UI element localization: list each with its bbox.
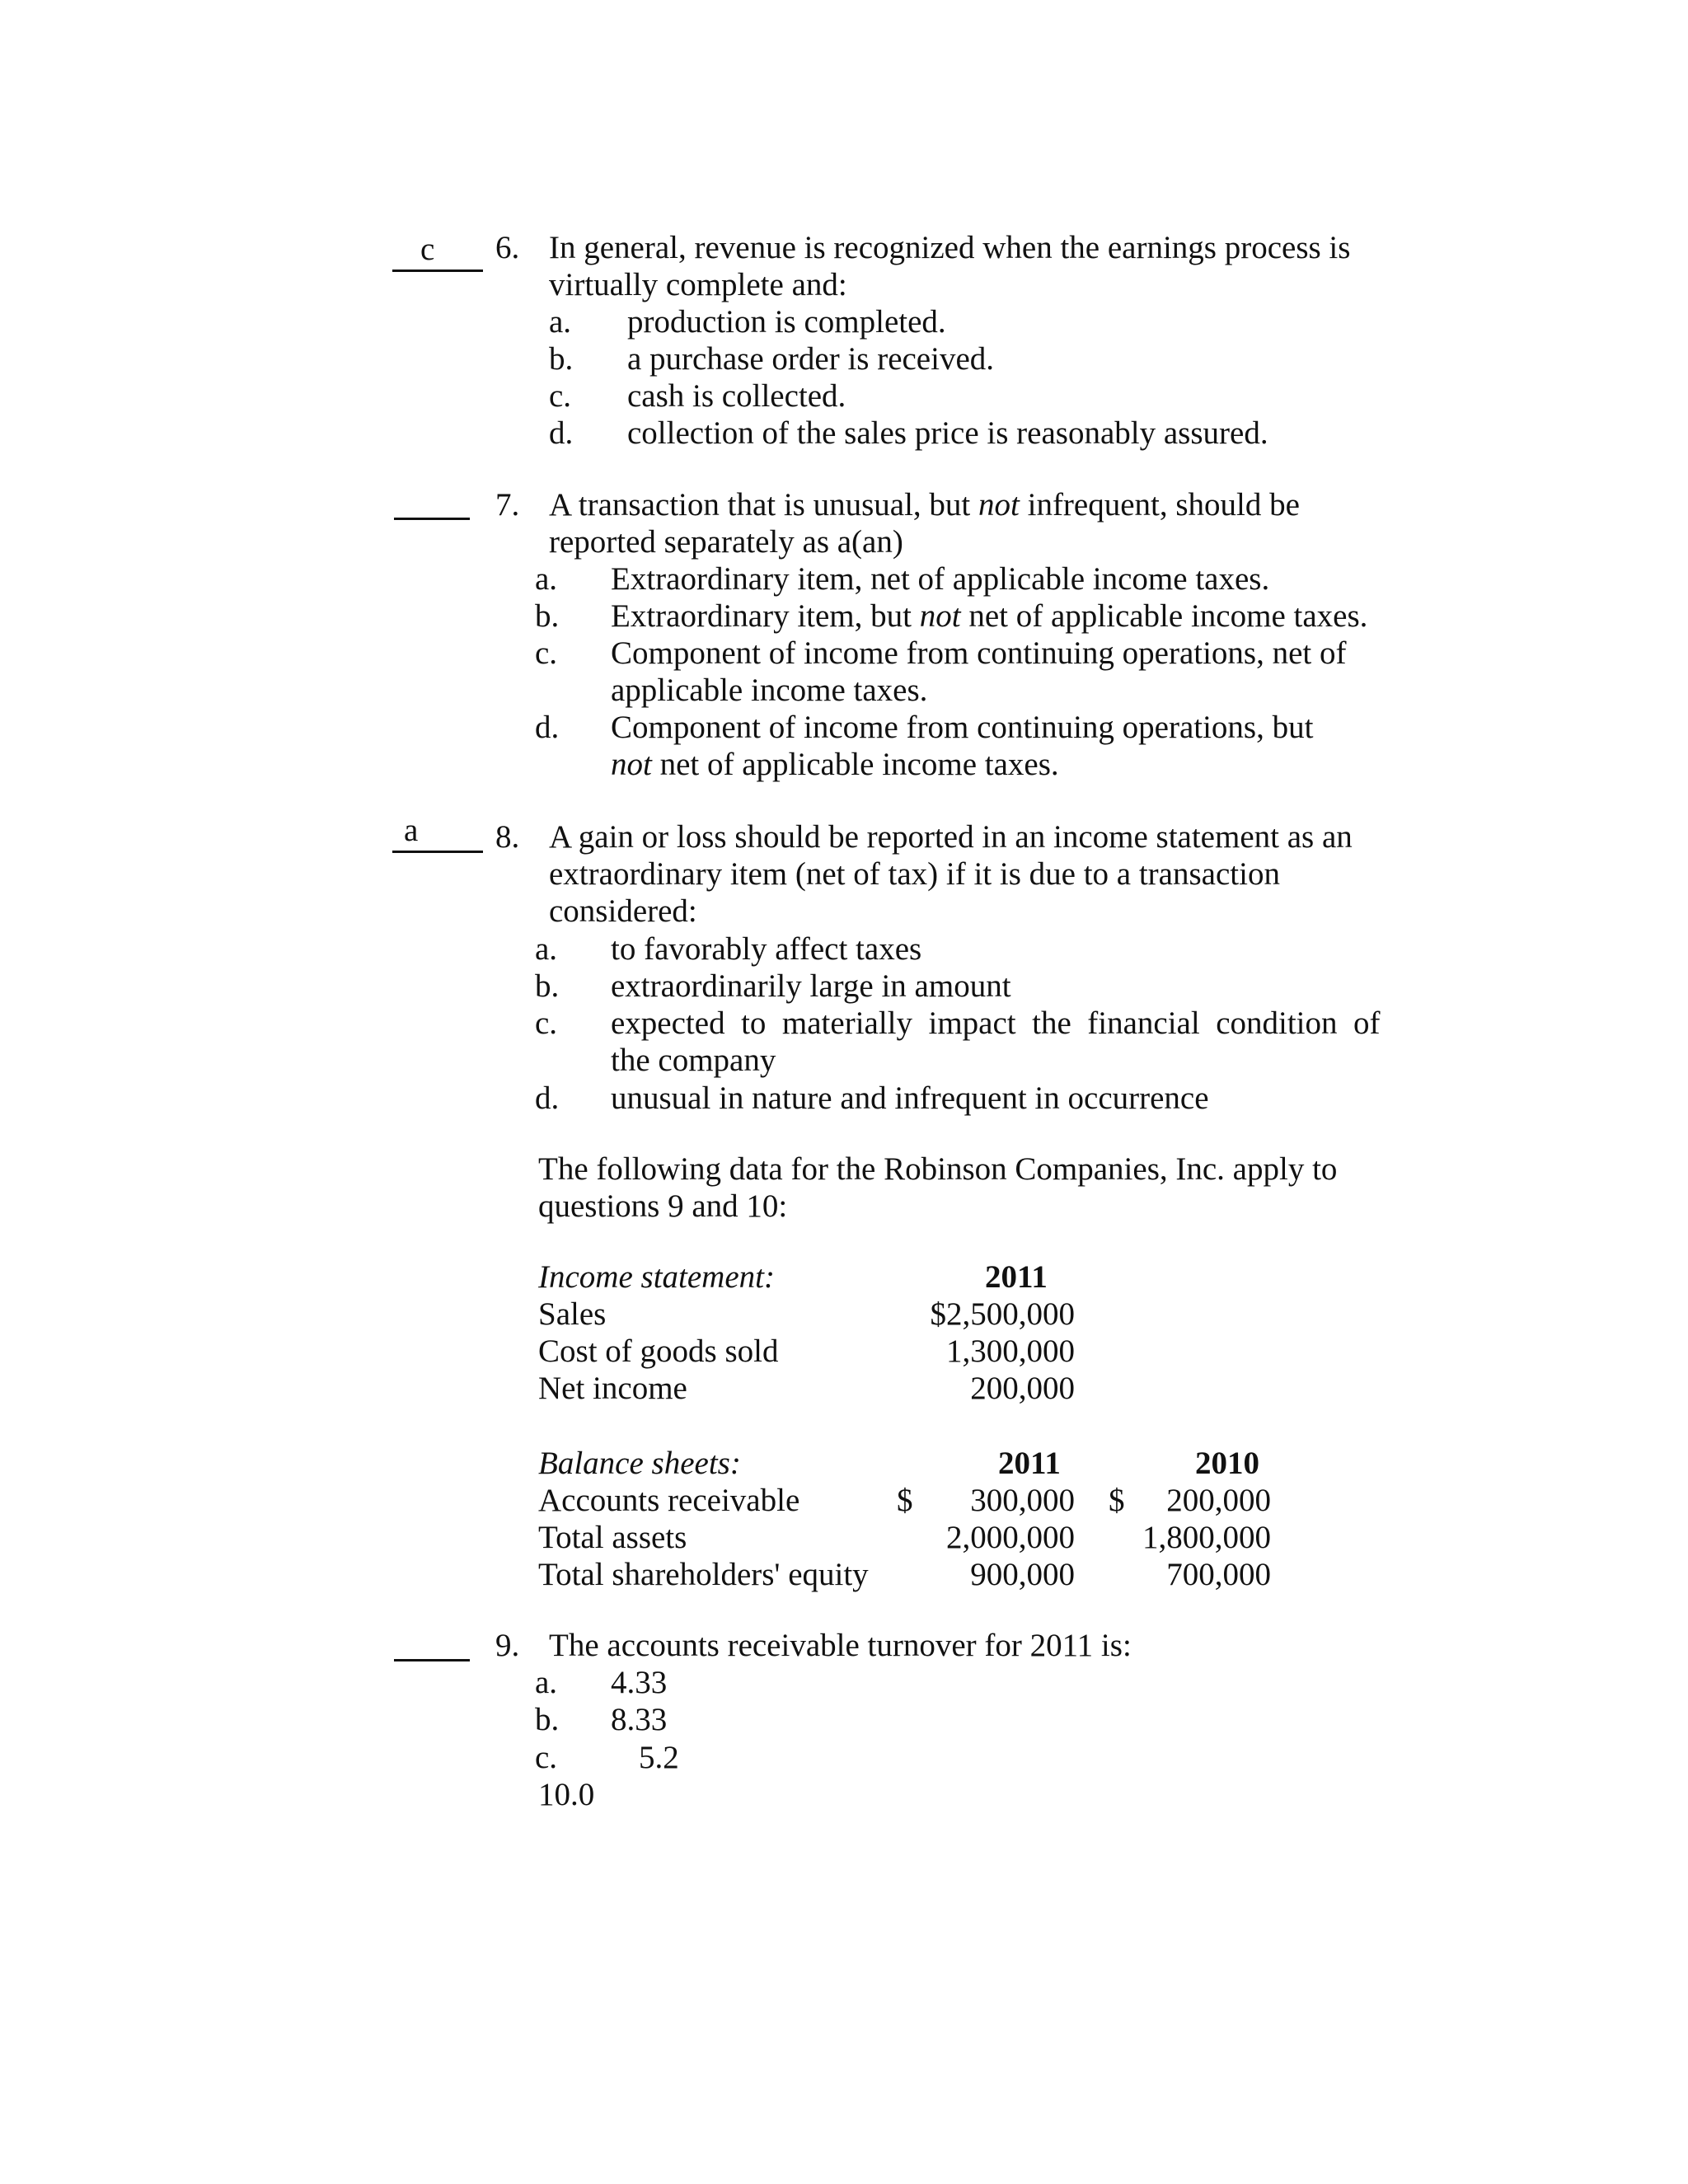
option-text-q7-d-line2: not net of applicable income taxes. bbox=[611, 747, 1059, 782]
option-text-q7-b: Extraordinary item, but not net of applicable income taxes. bbox=[611, 598, 1368, 634]
question-stem-q9: The accounts receivable turnover for 2011 is: bbox=[549, 1628, 1132, 1663]
option-text-q6-d: collection of the sales price is reasonably assured. bbox=[627, 415, 1268, 451]
option-letter-q7-b: b. bbox=[535, 598, 560, 634]
income-row-value: $2,500,000 bbox=[930, 1296, 1075, 1332]
question-stem-q8-line2: extraordinary item (net of tax) if it is due to a transaction bbox=[549, 856, 1280, 892]
option-letter-q6-b: b. bbox=[549, 341, 574, 377]
income-statement-heading: Income statement: bbox=[538, 1259, 775, 1295]
balance-row-value2: 1,800,000 bbox=[1142, 1520, 1271, 1555]
answer-blank-q6[interactable] bbox=[392, 233, 483, 272]
answer-blank-q9[interactable] bbox=[394, 1623, 470, 1661]
option-letter-q6-c: c. bbox=[549, 378, 572, 414]
option-letter-q9-a: a. bbox=[535, 1665, 558, 1700]
option-letter-q8-d: d. bbox=[535, 1080, 560, 1116]
balance-row-label: Total assets bbox=[538, 1520, 687, 1555]
question-number-q6: 6. bbox=[495, 230, 520, 265]
option-text-q8-d: unusual in nature and infrequent in occurrence bbox=[611, 1080, 1209, 1116]
question-number-q7: 7. bbox=[495, 487, 520, 523]
option-letter-q9-c: c. bbox=[535, 1740, 558, 1775]
answer-text-q8: a bbox=[404, 813, 419, 848]
option-letter-q7-a: a. bbox=[535, 561, 558, 597]
option-letter-q6-d: d. bbox=[549, 415, 574, 451]
answer-blank-q7[interactable] bbox=[394, 481, 470, 520]
balance-row-value2: 200,000 bbox=[1166, 1483, 1271, 1518]
option-text-q8-b: extraordinarily large in amount bbox=[611, 968, 1011, 1004]
option-text-q8-c-line2: the company bbox=[611, 1043, 776, 1078]
income-row-label: Net income bbox=[538, 1371, 687, 1406]
balance-row-value1: 2,000,000 bbox=[946, 1520, 1075, 1555]
balance-sheets-year1: 2011 bbox=[998, 1446, 1061, 1481]
income-row-value: 200,000 bbox=[970, 1371, 1075, 1406]
option-letter-q7-c: c. bbox=[535, 635, 558, 671]
answer-text-q6: c bbox=[420, 232, 435, 267]
option-letter-q6-a: a. bbox=[549, 304, 572, 340]
balance-sheets-heading: Balance sheets: bbox=[538, 1446, 741, 1481]
option-text-q9-b: 8.33 bbox=[611, 1702, 668, 1737]
question-stem-q6-line1: In general, revenue is recognized when the earnings process is bbox=[549, 230, 1351, 265]
income-row-label: Sales bbox=[538, 1296, 607, 1332]
option-text-q8-a: to favorably affect taxes bbox=[611, 931, 922, 967]
option-text-q7-d-line1: Component of income from continuing operations, but bbox=[611, 710, 1314, 745]
option-text-q6-a: production is completed. bbox=[627, 304, 946, 340]
income-row-value: 1,300,000 bbox=[946, 1333, 1075, 1369]
income-row-label: Cost of goods sold bbox=[538, 1333, 779, 1369]
option-letter-q8-a: a. bbox=[535, 931, 558, 967]
option-text-q7-c-line2: applicable income taxes. bbox=[611, 673, 928, 708]
option-text-q9-d: 10.0 bbox=[538, 1777, 595, 1812]
option-letter-q7-d: d. bbox=[535, 710, 560, 745]
data-intro-line1: The following data for the Robinson Companies, Inc. apply to bbox=[538, 1151, 1338, 1187]
balance-row-value2: 700,000 bbox=[1166, 1557, 1271, 1592]
option-text-q9-c: 5.2 bbox=[639, 1740, 679, 1775]
question-number-q9: 9. bbox=[495, 1628, 520, 1663]
balance-row-currency1: $ bbox=[897, 1483, 913, 1518]
option-text-q6-c: cash is collected. bbox=[627, 378, 846, 414]
answer-blank-q8[interactable] bbox=[392, 814, 483, 853]
balance-row-value1: 300,000 bbox=[970, 1483, 1075, 1518]
balance-row-label: Total shareholders' equity bbox=[538, 1557, 869, 1592]
question-number-q8: 8. bbox=[495, 819, 520, 855]
option-text-q7-a: Extraordinary item, net of applicable income taxes. bbox=[611, 561, 1270, 597]
option-text-q6-b: a purchase order is received. bbox=[627, 341, 995, 377]
balance-row-value1: 900,000 bbox=[970, 1557, 1075, 1592]
question-stem-q8-line3: considered: bbox=[549, 893, 697, 929]
option-letter-q8-c: c. bbox=[535, 1005, 558, 1041]
question-stem-q8-line1: A gain or loss should be reported in an income statement as an bbox=[549, 819, 1353, 855]
balance-sheets-year2: 2010 bbox=[1195, 1446, 1259, 1481]
option-letter-q9-b: b. bbox=[535, 1702, 560, 1737]
balance-row-label: Accounts receivable bbox=[538, 1483, 800, 1518]
balance-row-currency2: $ bbox=[1109, 1483, 1125, 1518]
option-letter-q8-b: b. bbox=[535, 968, 560, 1004]
option-text-q8-c-line1: expected to materially impact the financial condition of bbox=[611, 1005, 1381, 1041]
question-stem-q6-line2: virtually complete and: bbox=[549, 267, 847, 302]
option-text-q7-c-line1: Component of income from continuing operations, net of bbox=[611, 635, 1347, 671]
income-statement-year: 2011 bbox=[985, 1259, 1048, 1295]
question-stem-q7-line2: reported separately as a(an) bbox=[549, 524, 903, 560]
data-intro-line2: questions 9 and 10: bbox=[538, 1188, 788, 1224]
question-stem-q7-line1: A transaction that is unusual, but not infrequent, should be bbox=[549, 487, 1300, 523]
option-text-q9-a: 4.33 bbox=[611, 1665, 668, 1700]
